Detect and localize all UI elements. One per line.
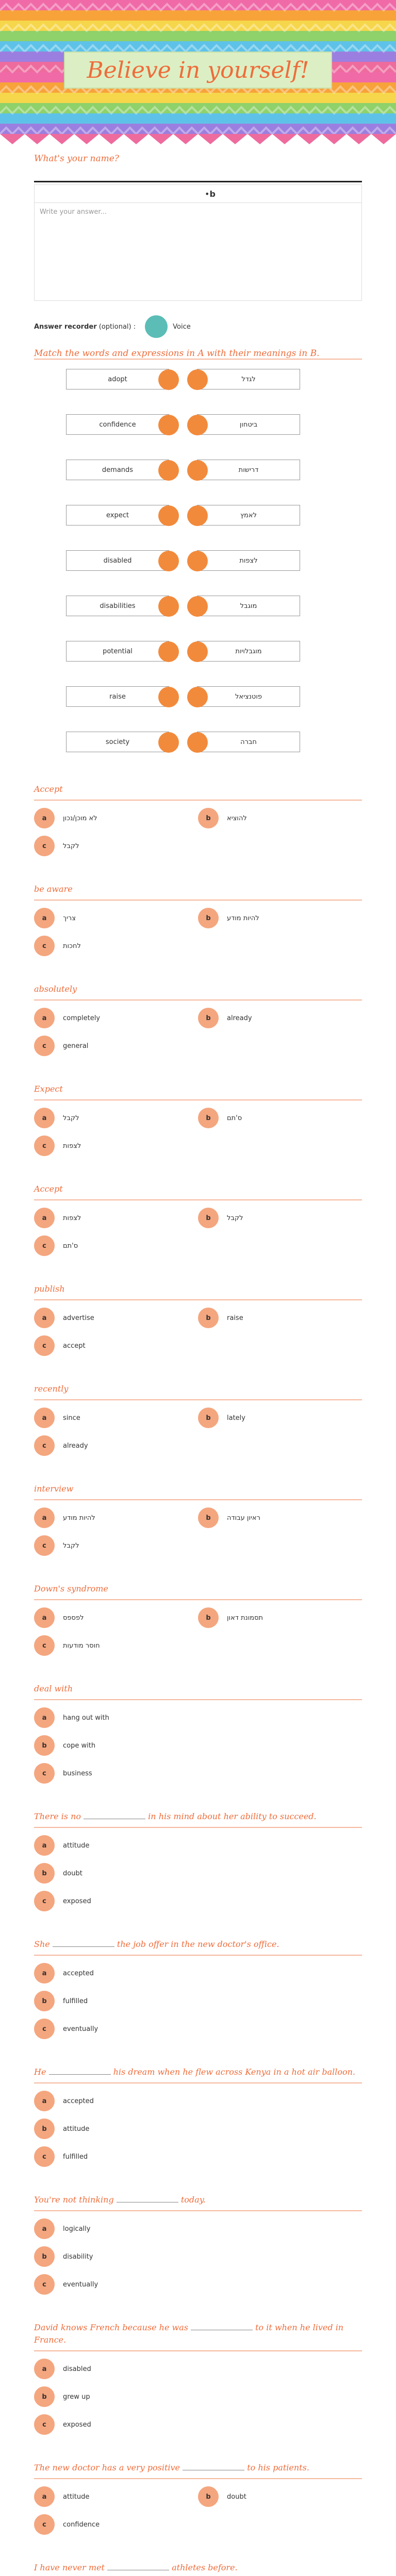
answer-option-c[interactable] bbox=[34, 1336, 198, 1355]
option-letter-badge[interactable]: b bbox=[34, 1863, 55, 1884]
match-row bbox=[34, 685, 362, 708]
option-letter-badge[interactable]: a bbox=[34, 1507, 55, 1528]
question-title: David knows French because he was to it when he lived in France. bbox=[34, 2321, 362, 2351]
option-letter-badge[interactable]: c bbox=[34, 936, 55, 956]
answer-option-c[interactable] bbox=[34, 2415, 362, 2434]
question-title: He his dream when he flew across Kenya in a hot air balloon. bbox=[34, 2066, 362, 2083]
bold-button[interactable]: b bbox=[209, 189, 216, 199]
answer-option-b[interactable] bbox=[34, 2387, 362, 2406]
option-text: להיות מודע bbox=[227, 914, 259, 922]
option-letter-badge[interactable]: b bbox=[198, 908, 219, 928]
option-letter-badge[interactable]: b bbox=[198, 1108, 219, 1128]
answer-option-b[interactable] bbox=[34, 1992, 362, 2010]
option-letter-badge[interactable]: c bbox=[34, 1535, 55, 1556]
question-block bbox=[34, 1583, 362, 1664]
option-text: hang out with bbox=[63, 1714, 109, 1722]
answer-option-b[interactable] bbox=[198, 809, 362, 827]
option-letter-badge[interactable]: c bbox=[34, 1235, 55, 1256]
question-block bbox=[34, 2562, 362, 2576]
match-left-label: potential bbox=[103, 647, 133, 655]
question-block bbox=[34, 2321, 362, 2443]
match-right-label: דרישות bbox=[238, 466, 259, 474]
answer-option-b[interactable] bbox=[34, 1864, 362, 1883]
option-letter-badge[interactable]: b bbox=[198, 1408, 219, 1428]
matching-exercise bbox=[34, 359, 362, 765]
match-left-item[interactable] bbox=[66, 550, 169, 571]
answer-option-c[interactable] bbox=[34, 1137, 198, 1155]
option-text: לפספס bbox=[63, 1614, 84, 1622]
option-letter-badge[interactable]: b bbox=[198, 1607, 219, 1628]
match-connector-dot[interactable] bbox=[187, 551, 208, 571]
option-text: doubt bbox=[227, 2493, 246, 2501]
question-title: Down's syndrome bbox=[34, 1583, 362, 1600]
question-block bbox=[34, 1810, 362, 1920]
fill-blank bbox=[49, 2074, 111, 2075]
match-left-item[interactable] bbox=[66, 596, 169, 616]
worksheet-content bbox=[0, 154, 396, 2576]
match-connector-dot[interactable] bbox=[158, 415, 179, 435]
option-letter-badge[interactable]: c bbox=[34, 2514, 55, 2535]
answer-option-b[interactable] bbox=[198, 1608, 362, 1627]
question-title: Accept bbox=[34, 1183, 362, 1200]
answer-option-b[interactable] bbox=[198, 2487, 362, 2506]
answer-option-b[interactable] bbox=[198, 1009, 362, 1027]
title-box bbox=[64, 52, 332, 89]
option-text: since bbox=[63, 1414, 80, 1422]
option-text: לקבל bbox=[63, 1114, 79, 1122]
recorder-optional: (optional) : bbox=[98, 323, 136, 331]
answer-option-b[interactable] bbox=[198, 909, 362, 927]
answer-option-c[interactable] bbox=[34, 2147, 362, 2166]
option-text: eventually bbox=[63, 2025, 98, 2033]
option-letter-badge[interactable]: a bbox=[34, 2486, 55, 2507]
match-left-item[interactable] bbox=[66, 460, 169, 480]
match-connector-dot[interactable] bbox=[158, 596, 179, 617]
option-text: business bbox=[63, 1769, 92, 1777]
option-letter-badge[interactable]: a bbox=[34, 1208, 55, 1228]
match-connector-dot[interactable] bbox=[187, 641, 208, 662]
option-letter-badge[interactable]: c bbox=[34, 2414, 55, 2435]
option-text: doubt bbox=[63, 1869, 82, 1877]
fill-blank bbox=[53, 1946, 114, 1947]
match-left-label: expect bbox=[106, 511, 129, 519]
match-right-label: לגדל bbox=[241, 375, 256, 383]
option-text: לא מוכן/נכון bbox=[63, 814, 97, 822]
question-block bbox=[34, 2066, 362, 2175]
recorder-label: Answer recorder bbox=[34, 323, 97, 331]
option-letter-badge[interactable]: b bbox=[34, 2246, 55, 2267]
option-text: logically bbox=[63, 2225, 91, 2233]
option-letter-badge[interactable]: a bbox=[34, 2091, 55, 2111]
option-text: accepted bbox=[63, 1969, 94, 1977]
option-letter-badge[interactable]: c bbox=[34, 1635, 55, 1656]
option-letter-badge[interactable]: a bbox=[34, 1408, 55, 1428]
option-letter-badge[interactable]: b bbox=[34, 2119, 55, 2139]
option-letter-badge[interactable]: c bbox=[34, 1136, 55, 1156]
match-row bbox=[34, 504, 362, 527]
option-text: exposed bbox=[63, 2420, 91, 2429]
option-text: disability bbox=[63, 2252, 93, 2261]
answer-textarea[interactable]: Write your answer... bbox=[34, 203, 362, 301]
question-title: recently bbox=[34, 1383, 362, 1400]
option-text: lately bbox=[227, 1414, 245, 1422]
answer-option-a[interactable] bbox=[34, 2487, 198, 2506]
match-connector-dot[interactable] bbox=[158, 641, 179, 662]
answer-option-c[interactable] bbox=[34, 1764, 362, 1783]
question-block bbox=[34, 1083, 362, 1164]
match-connector-dot[interactable] bbox=[187, 732, 208, 753]
answer-option-a[interactable] bbox=[34, 2360, 362, 2378]
option-letter-badge[interactable]: c bbox=[34, 2146, 55, 2167]
match-connector-dot[interactable] bbox=[158, 732, 179, 753]
question-block bbox=[34, 983, 362, 1064]
option-text: צריך bbox=[63, 914, 76, 922]
option-letter-badge[interactable]: b bbox=[34, 2386, 55, 2407]
match-left-item[interactable] bbox=[66, 505, 169, 526]
match-right-label: חברה bbox=[240, 738, 257, 746]
question-block bbox=[34, 1483, 362, 1564]
match-right-item[interactable] bbox=[197, 686, 300, 707]
question-title: There is no in his mind about her ability to succeed. bbox=[34, 1810, 362, 1828]
answer-option-a[interactable] bbox=[34, 809, 198, 827]
question-title: absolutely bbox=[34, 983, 362, 1001]
option-text: חוסר מודעות bbox=[63, 1641, 100, 1650]
question-title: interview bbox=[34, 1483, 362, 1500]
option-letter-badge[interactable]: a bbox=[34, 2359, 55, 2379]
answer-option-a[interactable] bbox=[34, 1109, 198, 1127]
option-letter-badge[interactable]: b bbox=[198, 1008, 219, 1028]
option-letter-badge[interactable]: c bbox=[34, 1891, 55, 1911]
answer-option-c[interactable] bbox=[34, 1436, 198, 1455]
header-banner bbox=[0, 0, 396, 144]
question-block bbox=[34, 1683, 362, 1792]
question-block bbox=[34, 883, 362, 964]
match-left-item[interactable] bbox=[66, 414, 169, 435]
option-letter-badge[interactable]: a bbox=[34, 908, 55, 928]
answer-option-b[interactable] bbox=[34, 2247, 362, 2266]
option-text: attitude bbox=[63, 1841, 90, 1850]
match-row bbox=[34, 459, 362, 481]
match-left-label: confidence bbox=[99, 420, 136, 429]
option-text: להוציא bbox=[227, 814, 247, 822]
option-letter-badge[interactable]: a bbox=[34, 1008, 55, 1028]
answer-option-a[interactable] bbox=[34, 1209, 198, 1227]
match-left-label: disabilities bbox=[100, 602, 136, 610]
match-row bbox=[34, 368, 362, 391]
bullet-list-button[interactable]: • bbox=[205, 189, 210, 199]
answer-option-a[interactable] bbox=[34, 1708, 362, 1727]
match-left-item[interactable] bbox=[66, 732, 169, 752]
option-text: לקבל bbox=[63, 1541, 79, 1550]
option-letter-badge[interactable]: c bbox=[34, 1763, 55, 1784]
answer-option-c[interactable] bbox=[34, 2515, 198, 2534]
match-right-label: מוגבל bbox=[240, 602, 257, 610]
option-letter-badge[interactable]: a bbox=[34, 1963, 55, 1984]
option-text: raise bbox=[227, 1314, 243, 1322]
answer-option-c[interactable] bbox=[34, 1236, 198, 1255]
option-letter-badge[interactable]: a bbox=[34, 1835, 55, 1856]
answer-option-a[interactable] bbox=[34, 1608, 198, 1627]
match-right-label: מוגבלויות bbox=[235, 647, 262, 655]
voice-record-button[interactable] bbox=[145, 315, 168, 338]
match-left-item[interactable] bbox=[66, 369, 169, 389]
match-right-item[interactable] bbox=[197, 460, 300, 480]
match-right-item[interactable] bbox=[197, 369, 300, 389]
question-title: deal with bbox=[34, 1683, 362, 1700]
page-title: Believe in yourself! bbox=[87, 57, 309, 83]
match-connector-dot[interactable] bbox=[158, 369, 179, 390]
questions-list bbox=[34, 783, 362, 2576]
option-letter-badge[interactable]: c bbox=[34, 2019, 55, 2039]
question-title: Expect bbox=[34, 1083, 362, 1100]
question-title: I have never met athletes before. bbox=[34, 2562, 362, 2576]
voice-label: Voice bbox=[173, 323, 191, 331]
option-text: fulfilled bbox=[63, 2153, 88, 2161]
option-text: fulfilled bbox=[63, 1997, 88, 2005]
option-letter-badge[interactable]: c bbox=[34, 1335, 55, 1356]
option-letter-badge[interactable]: c bbox=[34, 1036, 55, 1056]
match-right-item[interactable] bbox=[197, 550, 300, 571]
option-letter-badge[interactable]: c bbox=[34, 1435, 55, 1456]
question-title: publish bbox=[34, 1283, 362, 1300]
question-block bbox=[34, 1383, 362, 1464]
answer-option-b[interactable] bbox=[34, 2120, 362, 2138]
option-letter-badge[interactable]: c bbox=[34, 2274, 55, 2295]
answer-option-c[interactable] bbox=[34, 837, 198, 855]
answer-option-c[interactable] bbox=[34, 1037, 198, 1055]
answer-option-a[interactable] bbox=[34, 1009, 198, 1027]
option-text: disabled bbox=[63, 2365, 91, 2373]
match-connector-dot[interactable] bbox=[158, 551, 179, 571]
match-right-label: פוטנציאל bbox=[235, 692, 262, 701]
question-block bbox=[34, 783, 362, 865]
option-text: להיות מודע bbox=[63, 1514, 95, 1522]
match-right-label: ביטחון bbox=[239, 420, 258, 429]
match-row bbox=[34, 549, 362, 572]
answer-option-a[interactable] bbox=[34, 1509, 198, 1527]
answer-option-b[interactable] bbox=[198, 1509, 362, 1527]
option-letter-badge[interactable]: a bbox=[34, 1607, 55, 1628]
option-letter-badge[interactable]: a bbox=[34, 1707, 55, 1728]
match-left-label: adopt bbox=[108, 375, 127, 383]
match-row bbox=[34, 413, 362, 436]
question-block bbox=[34, 1283, 362, 1364]
option-text: cope with bbox=[63, 1741, 96, 1750]
question-block bbox=[34, 1183, 362, 1264]
option-text: לצפות bbox=[63, 1214, 81, 1222]
answer-option-a[interactable] bbox=[34, 2219, 362, 2238]
match-right-item[interactable] bbox=[197, 596, 300, 616]
question-block bbox=[34, 2462, 362, 2543]
option-text: accept bbox=[63, 1342, 86, 1350]
answer-option-a[interactable] bbox=[34, 1309, 198, 1327]
match-connector-dot[interactable] bbox=[187, 369, 208, 390]
question-title: Accept bbox=[34, 783, 362, 801]
match-connector-dot[interactable] bbox=[187, 505, 208, 526]
match-row bbox=[34, 640, 362, 663]
editor-toolbar bbox=[34, 184, 362, 203]
answer-option-b[interactable] bbox=[198, 1309, 362, 1327]
match-left-label: society bbox=[105, 738, 130, 746]
match-right-label: לאמץ bbox=[240, 511, 257, 519]
option-text: exposed bbox=[63, 1897, 91, 1905]
match-connector-dot[interactable] bbox=[158, 460, 179, 481]
match-right-item[interactable] bbox=[197, 732, 300, 752]
match-right-item[interactable] bbox=[197, 414, 300, 435]
option-text: ס'תם bbox=[227, 1114, 242, 1122]
option-letter-badge[interactable]: a bbox=[34, 1308, 55, 1328]
name-question-label: What's your name? bbox=[34, 154, 119, 164]
option-text: general bbox=[63, 1042, 89, 1050]
answer-option-c[interactable] bbox=[34, 2020, 362, 2038]
matching-title: Match the words and expressions in A with their meanings in B. bbox=[34, 348, 320, 359]
answer-option-b[interactable] bbox=[198, 1109, 362, 1127]
answer-option-b[interactable] bbox=[198, 1409, 362, 1427]
match-row bbox=[34, 731, 362, 753]
answer-option-a[interactable] bbox=[34, 1964, 362, 1982]
answer-recorder bbox=[34, 315, 362, 338]
option-letter-badge[interactable]: a bbox=[34, 1108, 55, 1128]
option-text: attitude bbox=[63, 2125, 90, 2133]
answer-option-c[interactable] bbox=[34, 1636, 198, 1655]
match-connector-dot[interactable] bbox=[158, 687, 179, 707]
option-text: advertise bbox=[63, 1314, 94, 1322]
match-left-item[interactable] bbox=[66, 641, 169, 662]
answer-option-c[interactable] bbox=[34, 1892, 362, 1910]
option-letter-badge[interactable]: b bbox=[34, 1735, 55, 1756]
answer-option-a[interactable] bbox=[34, 1409, 198, 1427]
option-letter-badge[interactable]: b bbox=[198, 1507, 219, 1528]
option-letter-badge[interactable]: b bbox=[198, 2486, 219, 2507]
question-block bbox=[34, 1938, 362, 2047]
answer-option-c[interactable] bbox=[34, 1536, 198, 1555]
option-letter-badge[interactable]: c bbox=[34, 836, 55, 856]
answer-option-b[interactable] bbox=[198, 1209, 362, 1227]
option-text: ראיון עבודה bbox=[227, 1514, 260, 1522]
option-text: attitude bbox=[63, 2493, 90, 2501]
answer-option-a[interactable] bbox=[34, 909, 198, 927]
question-title: She the job offer in the new doctor's office. bbox=[34, 1938, 362, 1956]
match-left-label: demands bbox=[102, 466, 134, 474]
option-letter-badge[interactable]: b bbox=[198, 1208, 219, 1228]
match-row bbox=[34, 595, 362, 617]
option-text: already bbox=[227, 1014, 252, 1022]
question-title: The new doctor has a very positive to his patients. bbox=[34, 2462, 362, 2479]
option-text: already bbox=[63, 1442, 88, 1450]
match-right-item[interactable] bbox=[197, 505, 300, 526]
option-text: completely bbox=[63, 1014, 101, 1022]
answer-option-a[interactable] bbox=[34, 1836, 362, 1855]
option-text: eventually bbox=[63, 2280, 98, 2289]
option-text: לצפות bbox=[63, 1142, 81, 1150]
answer-option-c[interactable] bbox=[34, 2275, 362, 2294]
option-letter-badge[interactable]: b bbox=[198, 1308, 219, 1328]
match-right-label: לצפות bbox=[239, 556, 258, 565]
option-text: confidence bbox=[63, 2520, 100, 2529]
match-left-item[interactable] bbox=[66, 686, 169, 707]
option-text: grew up bbox=[63, 2393, 90, 2401]
option-letter-badge[interactable]: b bbox=[34, 1991, 55, 2011]
match-connector-dot[interactable] bbox=[187, 460, 208, 481]
option-text: לקבל bbox=[63, 842, 79, 850]
option-letter-badge[interactable]: a bbox=[34, 808, 55, 828]
option-text: ס'תם bbox=[63, 1242, 78, 1250]
match-connector-dot[interactable] bbox=[187, 596, 208, 617]
option-text: accepted bbox=[63, 2097, 94, 2105]
option-text: תסמונת דאון bbox=[227, 1614, 263, 1622]
answer-option-b[interactable] bbox=[34, 1736, 362, 1755]
question-title: be aware bbox=[34, 883, 362, 901]
option-letter-badge[interactable]: a bbox=[34, 2218, 55, 2239]
name-underline bbox=[34, 168, 362, 182]
question-block bbox=[34, 2194, 362, 2303]
match-connector-dot[interactable] bbox=[187, 415, 208, 435]
option-text: לקבל bbox=[227, 1214, 243, 1222]
option-text: לחכות bbox=[63, 942, 81, 950]
match-connector-dot[interactable] bbox=[158, 505, 179, 526]
match-left-label: disabled bbox=[103, 556, 132, 565]
match-right-item[interactable] bbox=[197, 641, 300, 662]
answer-option-c[interactable] bbox=[34, 937, 198, 955]
option-letter-badge[interactable]: b bbox=[198, 808, 219, 828]
match-connector-dot[interactable] bbox=[187, 687, 208, 707]
match-left-label: raise bbox=[109, 692, 126, 701]
question-title: You're not thinking today. bbox=[34, 2194, 362, 2211]
answer-option-a[interactable] bbox=[34, 2092, 362, 2110]
